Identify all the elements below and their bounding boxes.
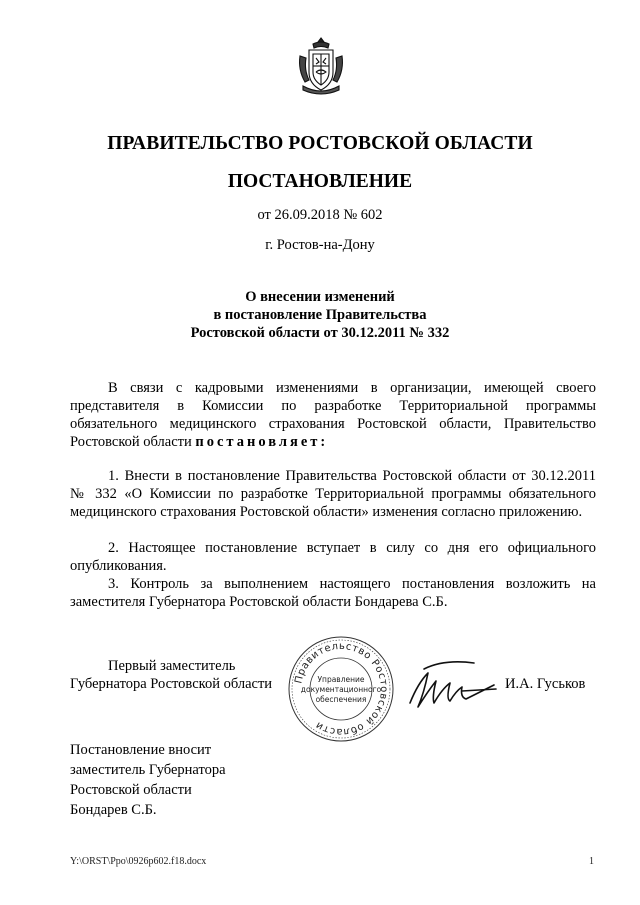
handwritten-signature	[404, 655, 500, 715]
stamp-inner-line: документационного	[300, 685, 382, 694]
introducer-line: заместитель Губернатора	[70, 762, 226, 778]
introducer-line: Ростовской области	[70, 782, 192, 798]
introducer-block	[70, 740, 226, 820]
signatory-role-line: Губернатора Ростовской области	[70, 676, 273, 692]
resolves-keyword: постановляет:	[195, 434, 329, 450]
item-paragraph-1: 1. Внести в постановление Правительства Ростовской области от 30.12.2011 № 332 «О Комиссии по разработке Территориальной программы обязательного медицинского страхования Ростовской области» изменения согласно приложению.	[70, 468, 596, 520]
official-stamp	[286, 634, 396, 744]
signatory-name: И.А. Гуськов	[505, 676, 586, 692]
subject-line: в постановление Правительства	[213, 307, 427, 323]
item-paragraph-3: 3. Контроль за выполнением настоящего постановления возложить на заместителя Губернатора Ростовской области Бондарева С.Б.	[70, 576, 596, 610]
intro-text: В связи с кадровыми изменениями в организации, имеющей своего представителя в Комиссии по разработке Территориальной программы обязательного медицинского страхования Ростовской области, Правительство Ростовской области	[70, 380, 596, 450]
signatory-role-line: Первый заместитель	[108, 658, 236, 674]
footer-file-path: Y:\ORST\Ppo\0926p602.f18.docx	[70, 856, 207, 867]
stamp-outer-text: Правительство Ростовской области	[293, 640, 390, 738]
stamp-inner-line: обеспечения	[315, 695, 367, 704]
government-title: ПРАВИТЕЛЬСТВО РОСТОВСКОЙ ОБЛАСТИ	[107, 133, 533, 154]
document-city: г. Ростов-на-Дону	[265, 237, 375, 253]
intro-paragraph	[70, 379, 596, 451]
introducer-line: Бондарев С.Б.	[70, 802, 157, 818]
signatory-role	[70, 657, 272, 693]
coat-of-arms-icon	[297, 36, 345, 98]
stamp-inner-line: Управление	[317, 675, 365, 684]
introducer-line: Постановление вносит	[70, 742, 212, 758]
page-number: 1	[589, 856, 594, 867]
document-date-number: от 26.09.2018 № 602	[257, 207, 383, 223]
item-paragraph-2: 2. Настоящее постановление вступает в силу со дня его официального опубликования.	[70, 540, 596, 574]
subject-line: О внесении изменений	[245, 289, 395, 305]
document-subject	[0, 288, 640, 342]
document-type: ПОСТАНОВЛЕНИЕ	[227, 171, 413, 192]
subject-line: Ростовской области от 30.12.2011 № 332	[190, 325, 450, 341]
